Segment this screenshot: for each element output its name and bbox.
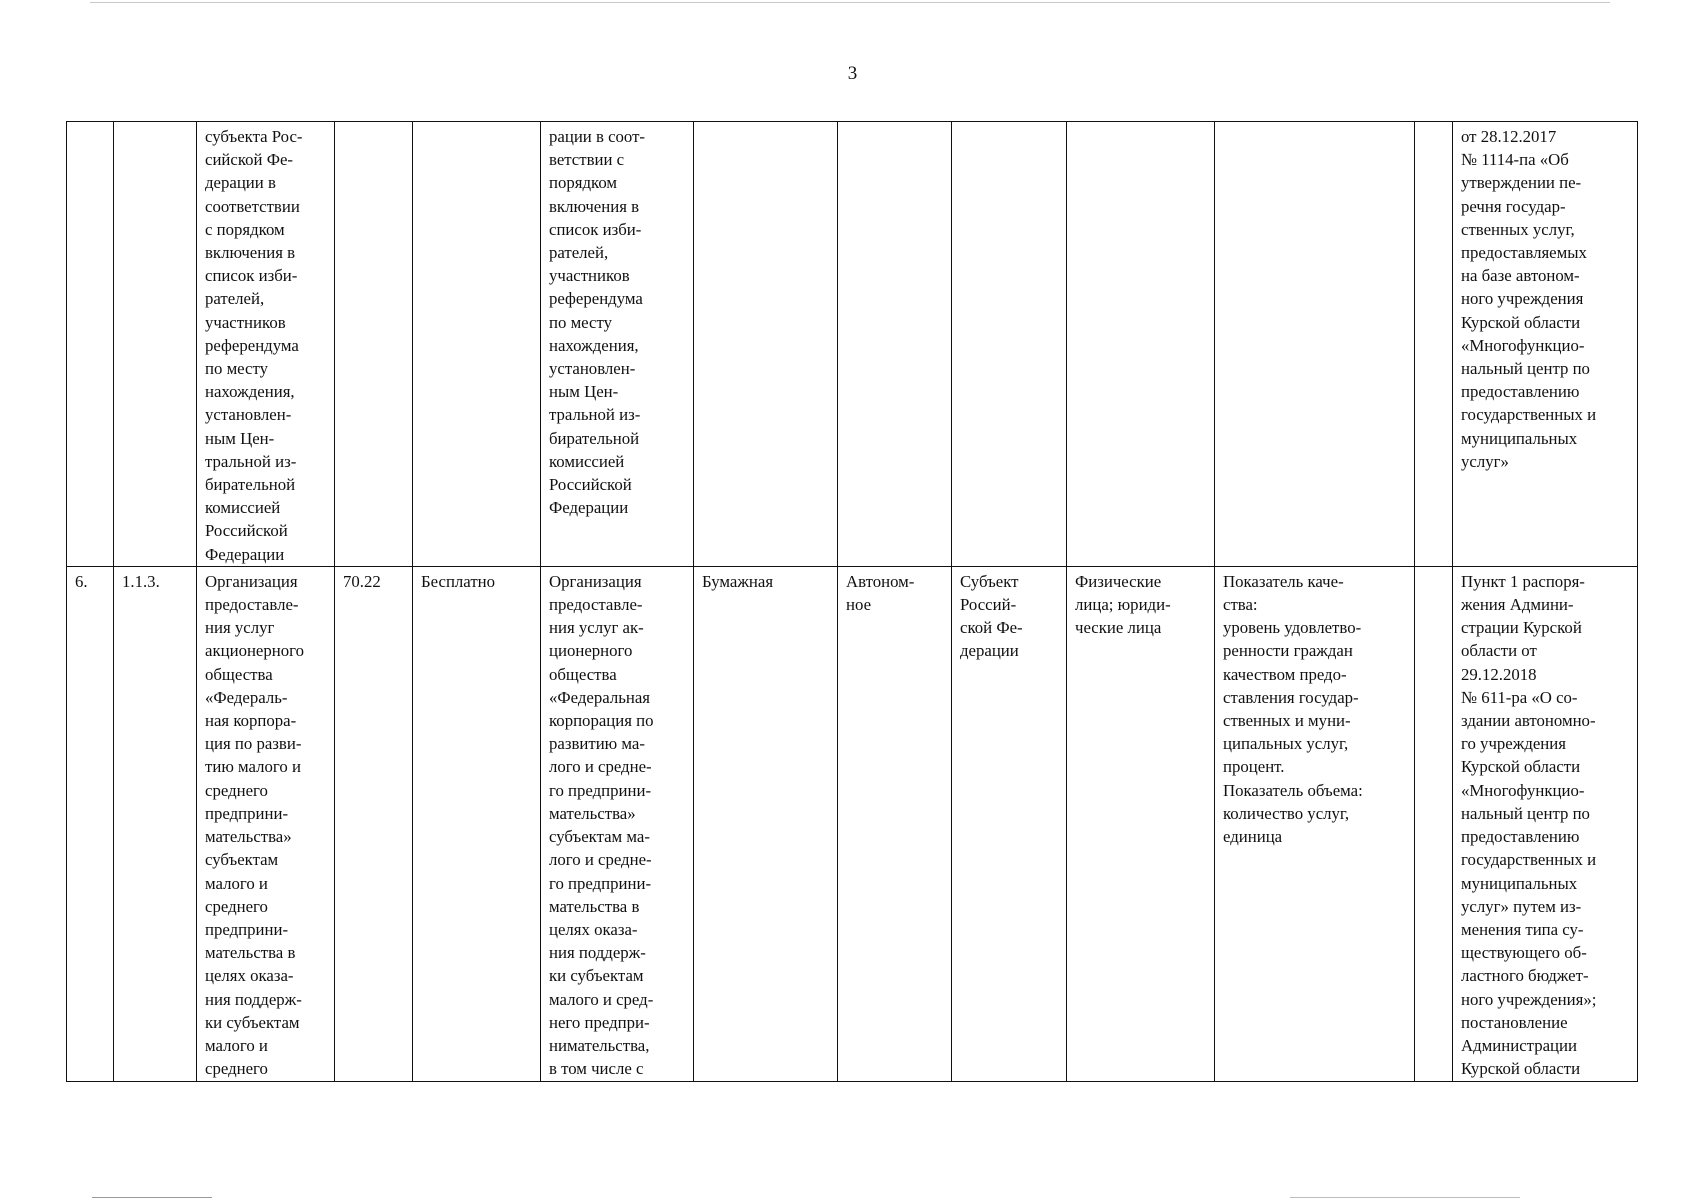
cell-text-line: утверждении пе- [1461, 173, 1582, 193]
cell-text-line: общества [549, 664, 617, 684]
cell-text-line: нахождения, [205, 382, 295, 402]
founder-cell [952, 122, 1067, 567]
cell-text-line: порядком [549, 173, 618, 193]
scan-artifact-bottom-right [1290, 1197, 1520, 1198]
cell-text-line: ным Цен- [205, 428, 275, 448]
cell-text-line: ки субъектам [549, 966, 644, 986]
cell-text-line: бирательной [549, 428, 640, 448]
cell-text-line: ционерного [549, 641, 633, 661]
cell-text-line: качеством предо- [1223, 664, 1347, 684]
cell-text-line: ственных услуг, [1461, 219, 1575, 239]
cell-text-line: участников [205, 312, 286, 332]
cell-text-line: малого и сред- [549, 989, 654, 1009]
cell-text-line: предоставле- [549, 595, 643, 615]
cell-text-line: жения Админи- [1461, 595, 1574, 615]
cell-text-line: общества [205, 664, 273, 684]
cell-text-line: бирательной [205, 475, 296, 495]
cell-text-line: корпорация по [549, 711, 654, 731]
cell-text-line: сийской Фе- [205, 150, 294, 170]
cell-text-line: ки субъектам [205, 1012, 300, 1032]
cell-text-line: ставления государ- [1223, 687, 1359, 707]
cell-text-line: ния услуг ак- [549, 618, 644, 638]
cell-text-line: ным Цен- [549, 382, 619, 402]
cell-text-line: по месту [205, 359, 269, 379]
cell-text-line: нимательства, [549, 1035, 650, 1055]
cell-text-line: лого и средне- [549, 757, 652, 777]
cell-text-line: по месту [549, 312, 613, 332]
legal-basis-cell [1453, 122, 1638, 567]
cell-text-line: лица; юриди- [1075, 595, 1171, 615]
cell-text-line: «Федераль- [205, 687, 288, 707]
cell-text-line: услуг» [1461, 451, 1509, 471]
cell-text-line: государственных и [1461, 405, 1597, 425]
cell-text-line: мательства» [549, 803, 636, 823]
payment-cell [413, 122, 541, 567]
cell-text-line: акционерного [205, 641, 304, 661]
cell-text-line: установлен- [205, 405, 292, 425]
cell-text-line: единица [1223, 827, 1283, 847]
cell-text-line: нахождения, [549, 335, 639, 355]
cell-text-line: «Многофункцио- [1461, 780, 1585, 800]
cell-text-line: муниципальных [1461, 428, 1578, 448]
cell-text-line: рателей, [549, 243, 609, 263]
cell-text-line: «Федеральная [549, 687, 651, 707]
founder-cell [952, 566, 1067, 1081]
cell-text-line: Субъект [960, 571, 1019, 591]
cell-text-line: уровень удовлетво- [1223, 618, 1362, 638]
cell-text-line: ного учреждения»; [1461, 989, 1597, 1009]
cell-text-line: нальный центр по [1461, 359, 1590, 379]
cell-text-line: список изби- [205, 266, 298, 286]
cell-text-line: мательства» [205, 827, 292, 847]
cell-text-line: ренности граждан [1223, 641, 1353, 661]
cell-text-line: Российской [549, 475, 632, 495]
cell-text-line: предприни- [205, 803, 289, 823]
cell-text-line: № 611-ра «О со- [1461, 687, 1578, 707]
cell-text-line: среднего [205, 780, 268, 800]
cell-text-line: включения в [549, 196, 640, 216]
okved-cell [335, 122, 413, 567]
cell-text-line: Курской области [1461, 312, 1581, 332]
page-number: 3 [847, 63, 858, 84]
cell-text-line: ческие лица [1075, 618, 1162, 638]
cell-text-line: здании автономно- [1461, 711, 1596, 731]
cell-text-line: Администрации [1461, 1035, 1577, 1055]
cell-text-line: целях оказа- [205, 966, 294, 986]
cell-text-line: комиссией [205, 498, 281, 518]
cell-text-line: Показатель объема: [1223, 780, 1363, 800]
cell-text-line: соответствии [205, 196, 300, 216]
cell-text-line: Курской области [1461, 1059, 1581, 1079]
institution-type-cell [838, 122, 952, 567]
row-number-cell: 6. [67, 566, 114, 1081]
cell-text-line: № 1114-па «Об [1461, 150, 1569, 170]
cell-text-line: предоставлению [1461, 382, 1580, 402]
cell-text-line: него предпри- [549, 1012, 650, 1032]
scan-artifact-bottom-left [92, 1197, 212, 1198]
table-row [67, 566, 1638, 1081]
cell-text-line: ществующего об- [1461, 943, 1587, 963]
table-row [67, 122, 1638, 567]
cell-text-line: предприни- [205, 919, 289, 939]
cell-text-line: ственных и муни- [1223, 711, 1351, 731]
cell-text-line: речня государ- [1461, 196, 1566, 216]
cell-text-line: ная корпора- [205, 711, 297, 731]
cell-text-line: ния услуг [205, 618, 275, 638]
okved-cell: 70.22 [335, 566, 413, 1081]
cell-text-line: области от [1461, 641, 1537, 661]
legal-basis-cell [1453, 566, 1638, 1081]
service-name-cell [197, 122, 335, 567]
cell-text-line: предоставле- [205, 595, 299, 615]
cell-text-line: мательства в [205, 943, 296, 963]
cell-text-line: Организация [549, 571, 642, 591]
cell-text-line: ного учреждения [1461, 289, 1584, 309]
cell-text-line: ластного бюджет- [1461, 966, 1589, 986]
cell-text-line: предоставлению [1461, 827, 1580, 847]
cell-text-line: ской Фе- [960, 618, 1023, 638]
cell-text-line: государственных и [1461, 850, 1597, 870]
cell-text-line: малого и [205, 1035, 268, 1055]
service-name-cell [197, 566, 335, 1081]
payment-cell: Бесплатно [413, 566, 541, 1081]
cell-text-line: в том числе с [549, 1059, 644, 1079]
cell-text-line: го предприни- [549, 873, 652, 893]
cell-text-line: тральной из- [205, 451, 297, 471]
consumers-cell [1067, 566, 1215, 1081]
cell-text-line: включения в [205, 243, 296, 263]
institution-type-cell [838, 566, 952, 1081]
scan-artifact-top [90, 2, 1610, 3]
cell-text-line: Федерации [205, 544, 285, 564]
cell-text-line: менения типа су- [1461, 919, 1584, 939]
cell-text-line: рателей, [205, 289, 265, 309]
cell-text-line: малого и [205, 873, 268, 893]
cell-text-line: страции Курской [1461, 618, 1582, 638]
cell-text-line: комиссией [549, 451, 625, 471]
cell-text-line: нальный центр по [1461, 803, 1590, 823]
cell-text-line: дерации [960, 641, 1019, 661]
cell-text-line: тральной из- [549, 405, 641, 425]
cell-text-line: Автоном- [846, 571, 915, 591]
cell-text-line: субъектам [205, 850, 279, 870]
cell-text-line: участников [549, 266, 630, 286]
cell-text-line: мательства в [549, 896, 640, 916]
cell-text-line: референдума [549, 289, 643, 309]
cell-text-line: тию малого и [205, 757, 301, 777]
cell-text-line: количество услуг, [1223, 803, 1350, 823]
cell-text-line: субъекта Рос- [205, 127, 303, 146]
cell-text-line: ветствии с [549, 150, 625, 170]
cell-text-line: лого и средне- [549, 850, 652, 870]
cell-text-line: ция по разви- [205, 734, 302, 754]
cell-text-line: целях оказа- [549, 919, 638, 939]
cell-text-line: Российской [205, 521, 288, 541]
cell-text-line: ства: [1223, 595, 1258, 615]
cell-text-line: среднего [205, 1059, 268, 1079]
cell-text-line: Федерации [549, 498, 629, 518]
cell-text-line: референдума [205, 335, 299, 355]
cell-text-line: «Многофункцио- [1461, 335, 1585, 355]
service-content-cell [541, 566, 694, 1081]
cell-text-line: ное [846, 595, 872, 615]
cell-text-line: субъектам ма- [549, 827, 650, 847]
cell-text-line: установлен- [549, 359, 636, 379]
cell-text-line: Курской области [1461, 757, 1581, 777]
cell-text-line: среднего [205, 896, 268, 916]
cell-text-line: Физические [1075, 571, 1162, 591]
form-cell [694, 122, 838, 567]
cell-text-line: развитию ма- [549, 734, 645, 754]
consumers-cell [1067, 122, 1215, 567]
cell-text-line: Организация [205, 571, 298, 591]
cell-text-line: го учреждения [1461, 734, 1566, 754]
cell-text-line: го предприни- [549, 780, 652, 800]
indicators-cell [1215, 122, 1415, 567]
cell-text-line: ния поддерж- [549, 943, 646, 963]
row-number-cell [67, 122, 114, 567]
registry-code-cell: 1.1.3. [114, 566, 197, 1081]
indicators-cell [1215, 566, 1415, 1081]
cell-text-line: услуг» путем из- [1461, 896, 1582, 916]
cell-text-line: Показатель каче- [1223, 571, 1344, 591]
cell-text-line: от 28.12.2017 [1461, 127, 1557, 146]
cell-text-line: ния поддерж- [205, 989, 302, 1009]
cell-text-line: процент. [1223, 757, 1285, 777]
cell-text-line: 29.12.2018 [1461, 664, 1537, 684]
service-content-cell [541, 122, 694, 567]
cell-text-line: список изби- [549, 219, 642, 239]
extra-cell [1415, 122, 1453, 567]
cell-text-line: ципальных услуг, [1223, 734, 1349, 754]
services-table [66, 121, 1638, 1082]
cell-text-line: муниципальных [1461, 873, 1578, 893]
cell-text-line: Пункт 1 распоря- [1461, 571, 1585, 591]
cell-text-line: предоставляемых [1461, 243, 1587, 263]
cell-text-line: рации в соот- [549, 127, 646, 146]
cell-text-line: с порядком [205, 219, 285, 239]
form-cell: Бумажная [694, 566, 838, 1081]
registry-code-cell [114, 122, 197, 567]
extra-cell [1415, 566, 1453, 1081]
cell-text-line: постановление [1461, 1012, 1568, 1032]
cell-text-line: Россий- [960, 595, 1017, 615]
cell-text-line: дерации в [205, 173, 276, 193]
cell-text-line: на базе автоном- [1461, 266, 1580, 286]
